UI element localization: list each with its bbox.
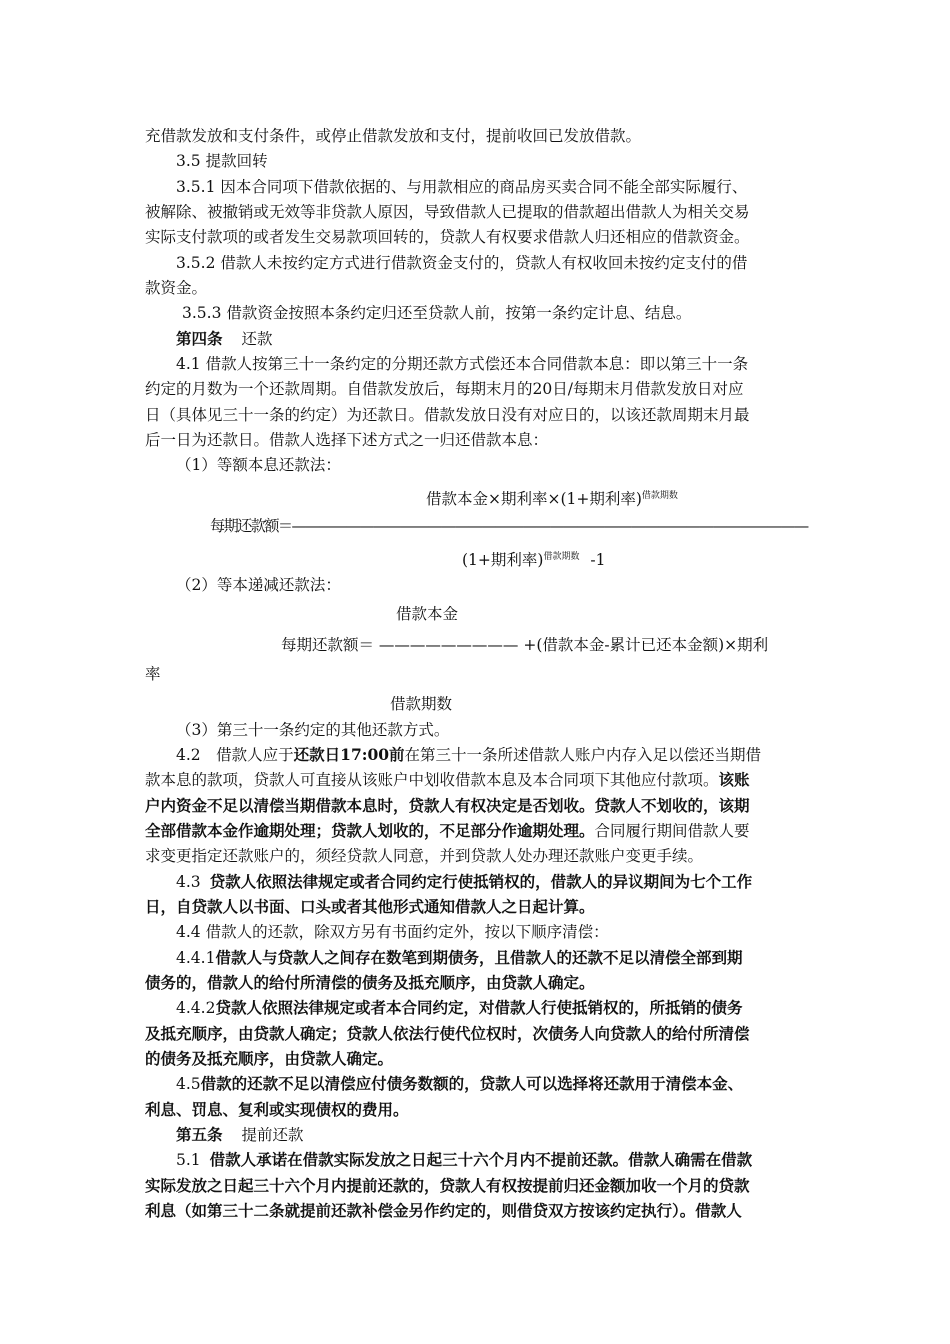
paragraph-line: 日（具体见三十一条的约定）为还款日。借款发放日没有对应日的，以该还款周期末月最 [145, 406, 750, 424]
paragraph-line [176, 948, 742, 968]
article-number: 第五条 [176, 1125, 223, 1144]
paragraph-line: 实际支付款项的或者发生交易款项回转的，贷款人有权要求借款人归还相应的借款资金。 [145, 228, 750, 246]
paragraph-line: 3.5.3 借款资金按照本条约定归还至贷款人前，按第一条约定计息、结息。 [182, 304, 692, 322]
formula-numerator-text: 借款本金×期利率×(1+期利率) [426, 490, 642, 508]
paragraph-line [145, 821, 750, 841]
formula-denominator [462, 547, 606, 570]
paragraph-line: 利息、罚息、复利或实现债权的费用。 [145, 1100, 409, 1119]
paragraph-line: 3.5.2 借款人未按约定方式进行借款资金支付的，贷款人有权收回未按约定支付的借 [176, 254, 748, 272]
paragraph-line: 及抵充顺序，由贷款人确定；贷款人依法行使代位权时，次债务人向贷款人的给付所清偿 [145, 1024, 750, 1043]
formula-exponent: 借款期数 [543, 552, 580, 562]
paragraph-line: 被解除、被撤销或无效等非贷款人原因，导致借款人已提取的借款超出借款人为相关交易 [145, 203, 750, 221]
bold-text-run: 全部借款本金作逾期处理；贷款人划收的，不足部分作逾期处理。 [145, 821, 595, 840]
formula-exponent: 借款期数 [641, 491, 678, 501]
paragraph-line [145, 770, 750, 790]
paragraph-line: 债务的，借款人的给付所清偿的债务及抵充顺序，由贷款人确定。 [145, 973, 595, 992]
formula-numerator: 借款本金 [396, 605, 459, 623]
clause-number: 4.4.1 [176, 949, 216, 967]
bold-text-run: 贷款人依照法律规定或者合同约定行使抵销权的，借款人的异议期间为七个工作 [209, 872, 753, 891]
paragraph-line [176, 745, 761, 765]
text-run: 在第三十一条所述借款人账户内存入足以偿还当期借 [404, 746, 762, 764]
paragraph-line: 款资金。 [145, 279, 208, 297]
paragraph-line: 求变更指定还款账户的，须经贷款人同意，并到贷款人处办理还款账户变更手续。 [145, 847, 704, 865]
formula-denominator: 借款期数 [390, 695, 453, 713]
list-item: （3）第三十一条约定的其他还款方式。 [176, 721, 450, 739]
paragraph-line [176, 998, 742, 1018]
paragraph-line: 的债务及抵充顺序，由贷款人确定。 [145, 1049, 394, 1068]
paragraph-line: 后一日为还款日。借款人选择下述方式之一归还借款本息： [145, 431, 549, 449]
paragraph-line: 充借款发放和支付条件，或停止借款发放和支付，提前收回已发放借款。 [145, 127, 642, 145]
paragraph-line: 4.1 借款人按第三十一条约定的分期还款方式偿还本合同借款本息：即以第三十一条 [176, 355, 749, 373]
bold-text-run: 借款人承诺在借款实际发放之日起三十六个月内不提前还款。借款人确需在借款 [209, 1150, 753, 1169]
text-run: 4.2 借款人应于 [176, 746, 294, 764]
list-item: （2）等本递减还款法： [176, 576, 341, 594]
section-heading: 3.5 提款回转 [176, 152, 268, 170]
article-title: 提前还款 [241, 1126, 304, 1144]
formula-numerator [426, 486, 678, 509]
paragraph-line [176, 872, 752, 892]
paragraph-line: 3.5.1 因本合同项下借款依据的、与用款相应的商品房买卖合同不能全部实际履行、 [176, 178, 748, 196]
article-heading [176, 1125, 303, 1145]
paragraph-line: 利息（如第三十二条就提前还款补偿金另作约定的，则借贷双方按该约定执行）。借款人 [145, 1201, 742, 1220]
text-run: 合同履行期间借款人要 [594, 822, 750, 840]
paragraph-line: 率 [145, 665, 161, 683]
bold-text-run: 还款日17:00前 [293, 745, 405, 764]
text-run: 款本息的款项，贷款人可直接从该账户中划收借款本息及本合同项下其他应付款项。 [145, 771, 719, 789]
paragraph-line: 日，自贷款人以书面、口头或者其他形式通知借款人之日起计算。 [145, 897, 595, 916]
formula-minus-one: -1 [590, 551, 606, 569]
bold-text-run: 借款的还款不足以清偿应付债务数额的，贷款人可以选择将还款用于清偿本金、 [200, 1074, 744, 1093]
paragraph-line: 4.4 借款人的还款，除双方另有书面约定外，按以下顺序清偿： [176, 923, 609, 941]
formula-line: 每期还款额＝—————————————————————————————————————— [210, 517, 808, 535]
clause-number: 5.1 [176, 1151, 201, 1169]
paragraph-line: 约定的月数为一个还款周期。自借款发放后，每期末月的20日/每期末月借款发放日对应 [145, 380, 744, 398]
clause-number: 4.3 [176, 873, 201, 891]
article-heading [176, 329, 272, 349]
paragraph-line [176, 1150, 752, 1170]
paragraph-line [176, 1074, 743, 1094]
bold-text-run: 贷款人依照法律规定或者本合同约定，对借款人行使抵销权的，所抵销的债务 [215, 998, 743, 1017]
article-title: 还款 [241, 330, 273, 348]
clause-number: 4.4.2 [176, 999, 216, 1017]
formula-line: 每期还款额＝ ————————— +(借款本金-累计已还本金额)×期利 [281, 636, 769, 654]
list-item: （1）等额本息还款法： [176, 456, 341, 474]
bold-text-run: 借款人与贷款人之间存在数笔到期债务，且借款人的还款不足以清偿全部到期 [215, 948, 743, 967]
article-number: 第四条 [176, 329, 223, 348]
paragraph-line: 户内资金不足以清偿当期借款本息时，贷款人有权决定是否划收。贷款人不划收的，该期 [145, 796, 750, 815]
bold-text-run: 该账 [718, 770, 750, 789]
clause-number: 4.5 [176, 1075, 201, 1093]
formula-denominator-text: (1+期利率) [462, 551, 544, 569]
paragraph-line: 实际发放之日起三十六个月内提前还款的，贷款人有权按提前归还金额加收一个月的贷款 [145, 1176, 750, 1195]
